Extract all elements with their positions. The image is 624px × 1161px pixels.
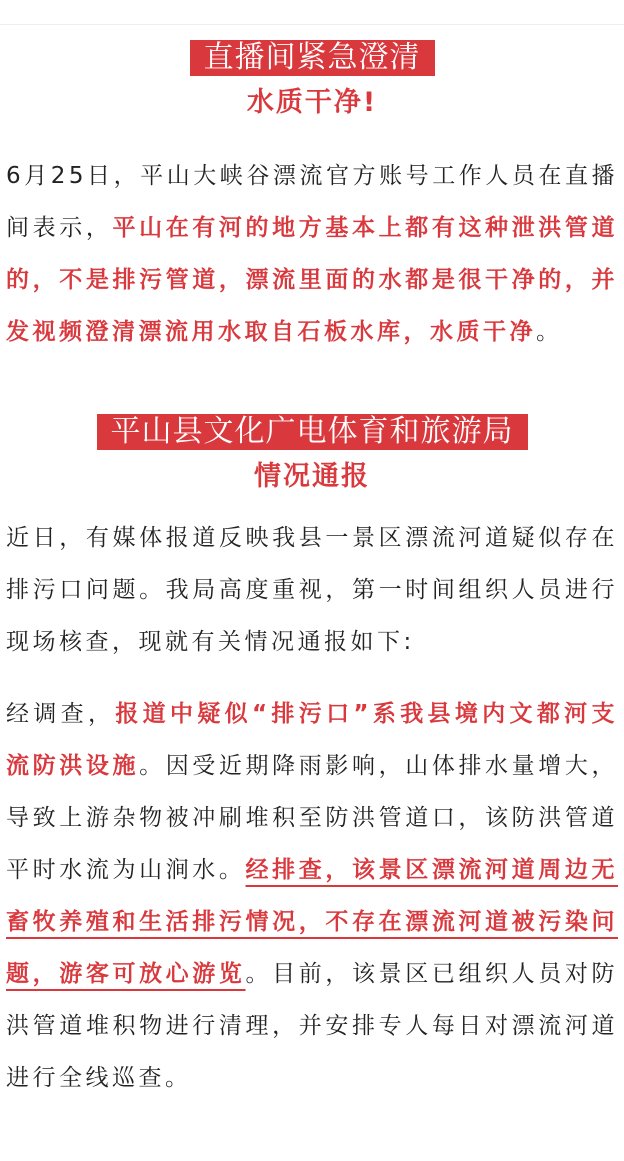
- banner-title: 平山县文化广电体育和旅游局: [97, 414, 528, 450]
- paragraph-lead: 6月25日，平山大峡谷漂流官方账号工作人员在直播间表示，: [6, 163, 618, 241]
- paragraph-highlight: 平山在有河的地方基本上都有这种泄洪管道的，不是排污管道，漂流里面的水都是很干净的，并发视频澄清漂流用水取自石板水库，水质干净: [6, 215, 619, 345]
- paragraph-livestream: [6, 150, 618, 358]
- paragraph-intro: 近日，有媒体报道反映我县一景区漂流河道疑似存在排污口问题。我局高度重视，第一时间组织人员进行现场核查，现就有关情况通报如下:: [6, 525, 618, 655]
- paragraph-underlined-highlight: 经排查，该景区漂流河道周边无畜牧养殖和生活排污情况，不存在漂流河道被污染问题，游客可放心游览: [6, 857, 619, 987]
- banner-title: 直播间紧急澄清: [190, 40, 435, 76]
- paragraph-findings: [6, 688, 618, 1104]
- section-bureau-notice: [0, 414, 624, 494]
- subhead-title: 水质干净!: [246, 87, 378, 118]
- top-divider: [0, 0, 624, 25]
- paragraph-middle: 。因受近期降雨影响，山体排水量增大，导致上游杂物被冲刷堆积至防洪管道口，该防洪管道平时水流为山涧水。: [6, 753, 619, 883]
- subhead-title: 情况通报: [254, 461, 370, 492]
- paragraph-lead: 经调查，: [6, 701, 116, 727]
- paragraph-highlight: 报道中疑似“排污口”系我县境内文都河支流防洪设施: [6, 701, 619, 779]
- paragraph-end: 。目前，该景区已组织人员对防洪管道堆积物进行清理，并安排专人每日对漂流河道进行全线巡查。: [6, 961, 619, 1091]
- paragraph-end: 。: [536, 319, 563, 345]
- section-clarification: [0, 40, 624, 120]
